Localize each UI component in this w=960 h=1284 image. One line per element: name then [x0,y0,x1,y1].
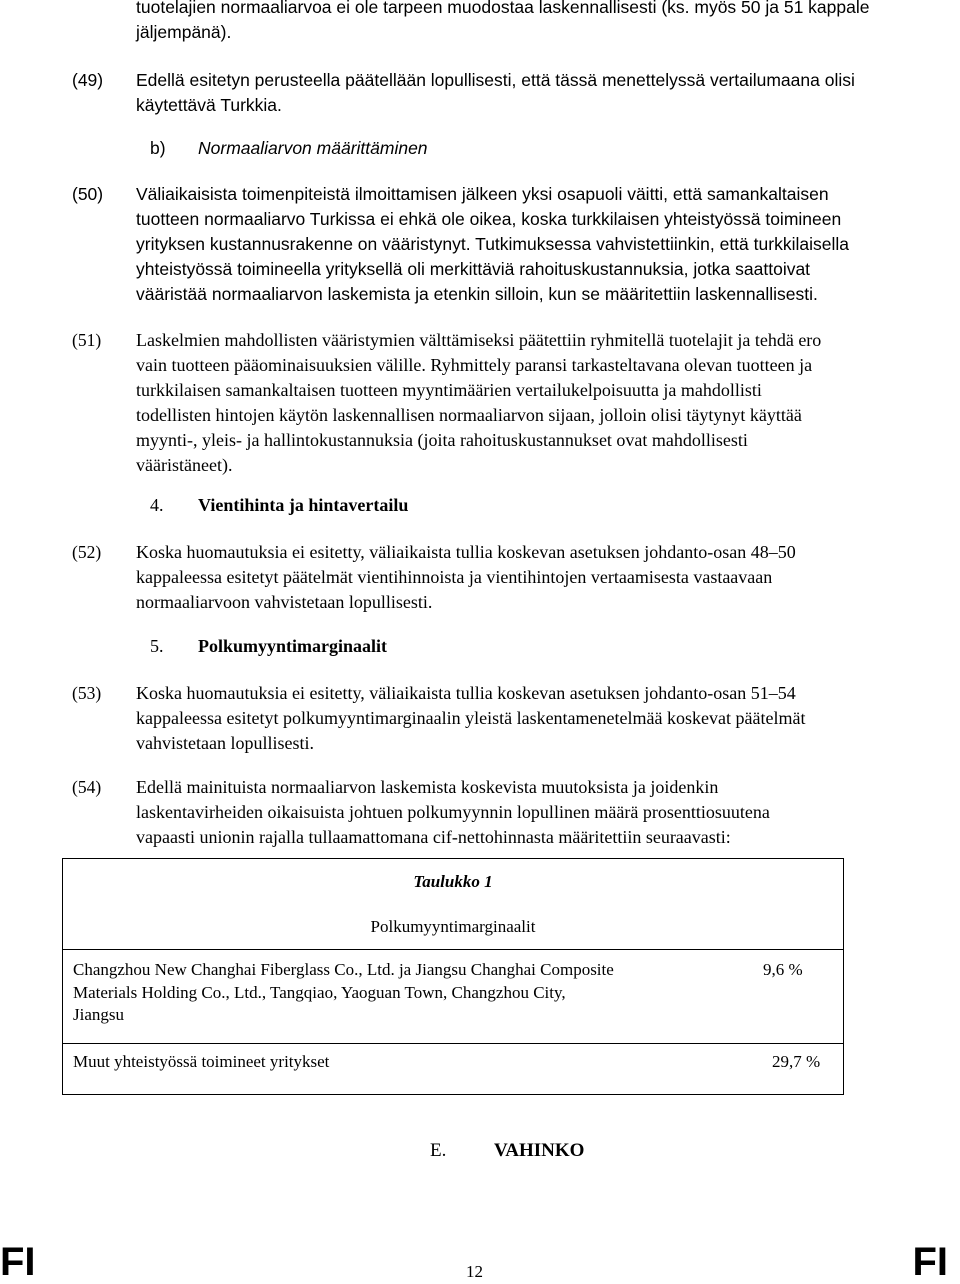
paragraph-50 [136,182,956,307]
table-divider [63,1043,843,1044]
paragraph-number: (53) [72,683,102,703]
paragraph-number: (49) [72,70,104,90]
paragraph-51 [136,328,956,478]
text-line: Koska huomautuksia ei esitetty, väliaikaista tullia koskevan asetuksen johdanto-osan 48–50 [136,542,796,562]
paragraph-54 [136,775,956,850]
text-line: todellisten hintojen käytön laskennallisen normaaliarvon sijaan, jolloin olisi täytynyt käyttää [136,405,802,425]
text-line: Changzhou New Changhai Fiberglass Co., Ltd. ja Jiangsu Changhai Composite [73,960,614,979]
section-letter: E. [430,1140,447,1161]
table-row-margin: 29,7 % [772,1052,821,1071]
text-line: tuotteen normaaliarvo Turkissa ei ehkä ole oikea, koska turkkilaisen yhteistyössä toimineen [136,209,842,229]
paragraph-number: (50) [72,184,104,204]
text-line: yrityksen kustannusrakenne on vääristynyt. Tutkimuksessa vahvistettiinkin, että turkkilaisella [136,234,849,254]
text-line: Edellä mainituista normaaliarvon laskemista koskevista muutoksista ja joidenkin [136,777,719,797]
text-line: tuotelajien normaaliarvoa ei ole tarpeen muodostaa laskennallisesti (ks. myös 50 ja 51 kappale [136,0,870,17]
margins-table [62,858,844,1095]
table-row-company [73,959,703,1027]
table-caption: Taulukko 1 [413,872,493,891]
text-line: yhteistyössä toimineella yrityksellä oli merkittäviä rahoituskustannuksia, jotka saattoivat [136,259,811,279]
footer-language-right: FI [912,1240,948,1284]
text-line: Jiangsu [73,1005,124,1024]
text-line: vääristää normaaliarvon laskemista ja etenkin silloin, kun se määritettiin laskennallisesti. [136,284,818,304]
section-title: Polkumyyntimarginaalit [198,636,388,656]
paragraph-number: (54) [72,777,102,797]
text-line: normaaliarvoon vahvistetaan lopullisesti. [136,592,433,612]
paragraph-number: (51) [72,330,102,350]
table-row-margin: 9,6 % [763,960,803,979]
text-line: vapaasti unionin rajalla tullaamattomana cif-nettohinnasta määritettiin seuraavasti: [136,827,731,847]
paragraph-52 [136,540,956,615]
text-line: käytettävä Turkkia. [136,95,282,115]
section-number: 5. [150,636,164,656]
paragraph-53 [136,681,956,756]
text-line: Materials Holding Co., Ltd., Tangqiao, Yaoguan Town, Changzhou City, [73,982,566,1002]
text-line: jäljempänä). [136,22,232,42]
footer-language-left: FI [0,1240,36,1284]
paragraph-number: (52) [72,542,102,562]
text-line: laskentavirheiden oikaisuista johtuen polkumyynnin lopullinen määrä prosenttiosuutena [136,802,770,822]
text-line: vain tuotteen pääominaisuuksien välille. Ryhmittely paransi tarkasteltavana olevan tuotteen ja [136,355,813,375]
section-number: 4. [150,495,164,515]
continuation-text [136,0,956,45]
table-divider [63,949,843,950]
text-line: turkkilaisen samankaltaisen tuotteen myyntimäärien vertailukelpoisuutta ja mahdollisti [136,380,762,400]
text-line: Laskelmien mahdollisten vääristymien välttämiseksi päätettiin ryhmitellä tuotelajit ja tehdä ero [136,330,822,350]
section-letter: b) [150,138,166,158]
text-line: Edellä esitetyn perusteella päätellään lopullisesti, että tässä menettelyssä vertailumaana olisi [136,70,855,90]
text-line: myynti-, yleis- ja hallintokustannuksia (joita rahoituskustannukset ovat mahdollisesti [136,430,748,450]
text-line: Koska huomautuksia ei esitetty, väliaikaista tullia koskevan asetuksen johdanto-osan 51–54 [136,683,796,703]
section-title: Vientihinta ja hintavertailu [198,495,409,515]
paragraph-49 [136,68,956,118]
text-line: kappaleessa esitetyt polkumyyntimarginaalin yleistä laskentamenetelmää koskevat päätelmät [136,708,806,728]
section-title: VAHINKO [494,1140,585,1161]
text-line: kappaleessa esitetyt päätelmät vientihinnoista ja vientihintojen vertaamisesta vastaavaan [136,567,773,587]
text-line: Väliaikaisista toimenpiteistä ilmoittamisen jälkeen yksi osapuoli väitti, että samankaltaisen [136,184,829,204]
text-line: vääristäneet). [136,455,233,475]
text-line: vahvistetaan lopullisesti. [136,733,314,753]
section-title: Normaaliarvon määrittäminen [198,138,428,158]
page-number: 12 [466,1262,483,1281]
table-row-company: Muut yhteistyössä toimineet yritykset [73,1052,330,1071]
table-subtitle: Polkumyyntimarginaalit [370,917,536,936]
